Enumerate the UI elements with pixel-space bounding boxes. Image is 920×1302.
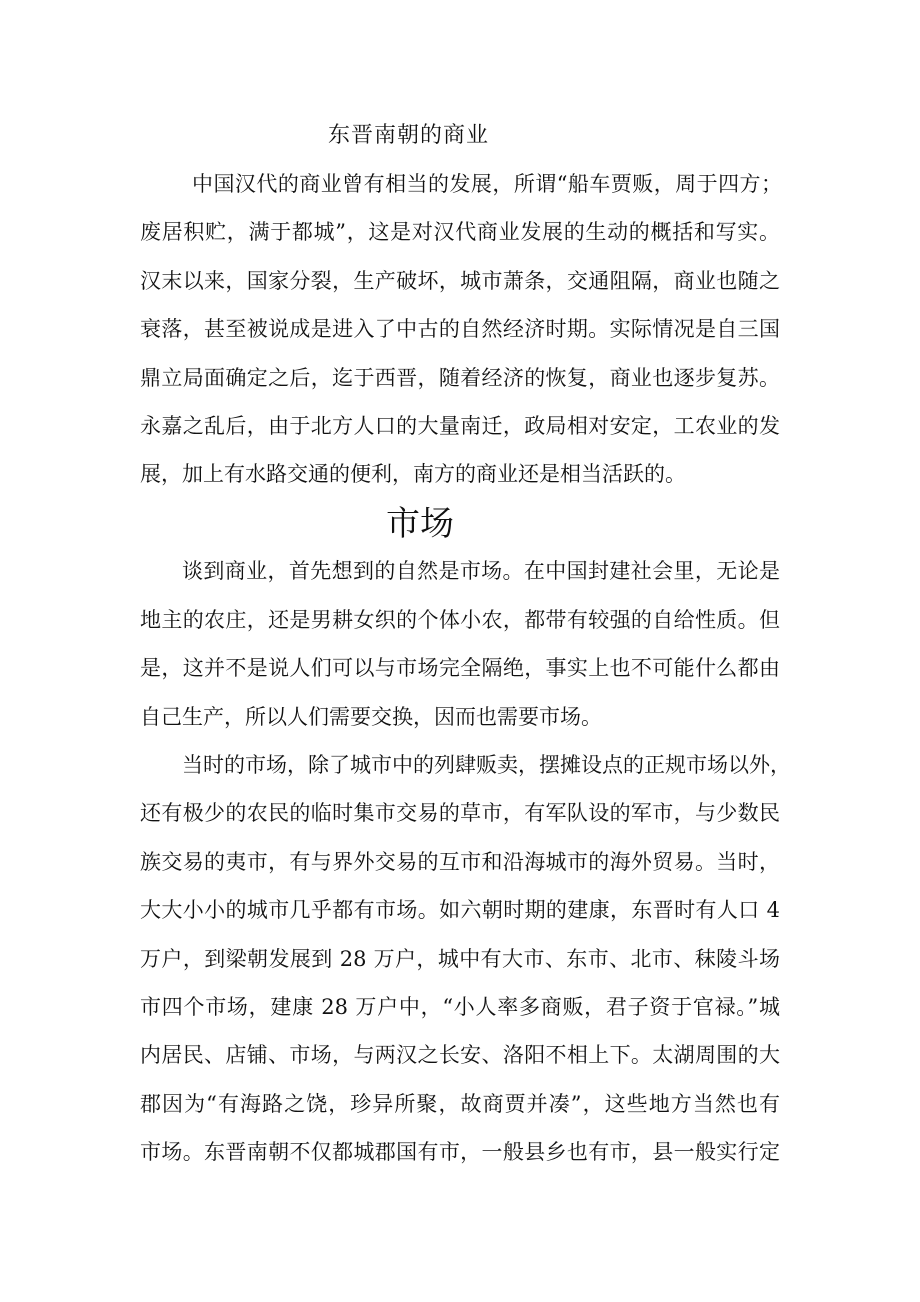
document-title: 东晋南朝的商业	[328, 123, 490, 148]
paragraph-line: 衰落，甚至被说成是进入了中古的自然经济时期。实际情况是自三国	[140, 317, 780, 341]
paragraph-line: 大大小小的城市几乎都有市场。如六朝时期的建康，东晋时有人口 4	[140, 898, 780, 922]
paragraph-line: 内居民、店铺、市场，与两汉之长安、洛阳不相上下。太湖周围的大	[140, 1043, 780, 1067]
paragraph-line: 自己生产，所以人们需要交换，因而也需要市场。	[140, 705, 602, 729]
section-heading: 市场	[386, 504, 454, 544]
paragraph-line: 族交易的夷市，有与界外交易的互市和沿海城市的海外贸易。当时，	[140, 850, 780, 874]
paragraph-line: 是，这并不是说人们可以与市场完全隔绝，事实上也不可能什么都由	[140, 656, 780, 680]
paragraph-line: 还有极少的农民的临时集市交易的草市，有军队设的军市，与少数民	[140, 801, 780, 825]
paragraph-line: 市四个市场，建康 28 万户中，“小人率多商贩，君子资于官禄。”城	[140, 995, 780, 1019]
paragraph-line: 废居积贮，满于都城”，这是对汉代商业发展的生动的概括和写实。	[140, 220, 780, 244]
paragraph-line: 地主的农庄，还是男耕女织的个体小农，都带有较强的自给性质。但	[140, 608, 780, 632]
paragraph-line: 谈到商业，首先想到的自然是市场。在中国封建社会里，无论是	[182, 559, 780, 583]
paragraph-line: 汉末以来，国家分裂，生产破坏，城市萧条，交通阻隔，商业也随之	[140, 269, 780, 293]
paragraph-line: 郡因为“有海路之饶，珍异所聚，故商贾并凑”，这些地方当然也有	[140, 1092, 780, 1116]
paragraph-line: 万户，到梁朝发展到 28 万户，城中有大市、东市、北市、秣陵斗场	[140, 947, 780, 971]
paragraph-line: 当时的市场，除了城市中的列肆贩卖，摆摊设点的正规市场以外，	[182, 753, 791, 777]
paragraph-line: 市场。东晋南朝不仅都城郡国有市，一般县乡也有市，县一般实行定	[140, 1140, 780, 1164]
paragraph-line: 中国汉代的商业曾有相当的发展，所谓“船车贾贩，周于四方；	[192, 172, 782, 196]
paragraph-line: 永嘉之乱后，由于北方人口的大量南迁，政局相对安定，工农业的发	[140, 414, 780, 438]
paragraph-line: 鼎立局面确定之后，迄于西晋，随着经济的恢复，商业也逐步复苏。	[140, 366, 780, 390]
paragraph-line: 展，加上有水路交通的便利，南方的商业还是相当活跃的。	[140, 462, 686, 486]
